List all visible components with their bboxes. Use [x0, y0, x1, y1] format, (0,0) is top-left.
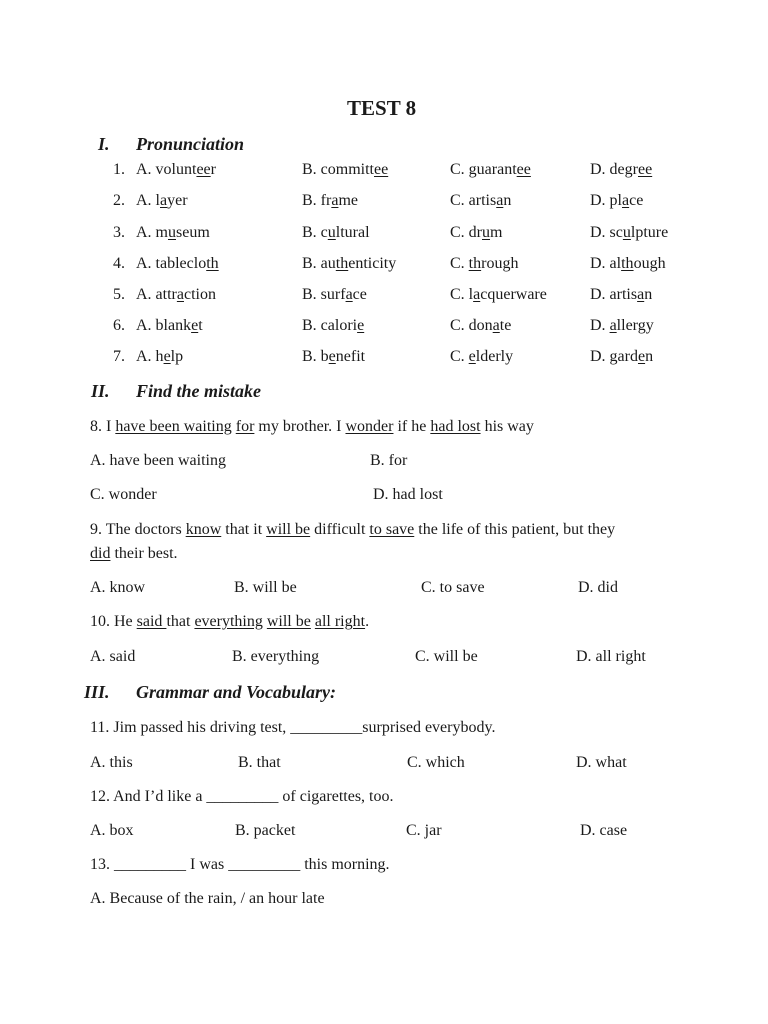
- underlined-segment: ee: [374, 161, 389, 178]
- section-1-number: I.: [98, 134, 110, 154]
- question-12-option-b[interactable]: B. packet: [235, 822, 296, 839]
- text-segment: his way: [480, 418, 534, 435]
- text-segment: B. au: [302, 255, 336, 272]
- section-3-title: Grammar and Vocabulary:: [136, 682, 337, 702]
- text-segment: that: [166, 613, 195, 630]
- text-segment: A. m: [136, 224, 168, 241]
- text-segment: B. committ: [302, 161, 374, 178]
- text-segment: llergy: [616, 317, 654, 334]
- pronunciation-question-5-option-b[interactable]: [302, 286, 367, 304]
- text-segment: C. don: [450, 317, 493, 334]
- text-segment: my brother. I: [254, 418, 346, 435]
- text-segment: n: [503, 192, 512, 209]
- text-segment: A. blank: [136, 317, 192, 334]
- question-10-text: [90, 613, 369, 631]
- underlined-segment: a: [473, 286, 481, 303]
- pronunciation-question-7-option-b[interactable]: [302, 348, 365, 366]
- text-segment: the life of this patient, but they: [414, 521, 616, 538]
- question-8-option-d[interactable]: D. had lost: [373, 486, 443, 503]
- text-segment: 8. I: [90, 418, 116, 435]
- question-8-option-a[interactable]: A. have been waiting: [90, 452, 226, 469]
- pronunciation-question-7-number: 7.: [113, 348, 125, 365]
- underlined-segment: ee: [637, 161, 653, 178]
- question-10-option-c[interactable]: C. will be: [415, 648, 478, 665]
- pronunciation-question-5-option-d[interactable]: [590, 286, 652, 304]
- pronunciation-question-4-option-d[interactable]: [590, 255, 666, 273]
- pronunciation-question-3-option-a[interactable]: [136, 224, 210, 242]
- pronunciation-question-3-option-b[interactable]: [302, 224, 370, 242]
- underlined-segment: a: [331, 192, 339, 209]
- text-segment: me: [338, 192, 358, 209]
- underlined-segment: e: [163, 348, 171, 365]
- question-11-option-d[interactable]: D. what: [576, 754, 627, 771]
- section-2-number: II.: [91, 381, 110, 401]
- text-segment: A. tableclo: [136, 255, 207, 272]
- pronunciation-question-7-option-c[interactable]: [450, 348, 513, 366]
- text-segment: ough: [633, 255, 666, 272]
- question-9-option-d[interactable]: D. did: [578, 579, 618, 596]
- text-segment: B. b: [302, 348, 329, 365]
- pronunciation-question-1-option-b[interactable]: [302, 161, 388, 179]
- underlined-segment: th: [335, 255, 349, 272]
- question-10-option-d[interactable]: D. all right: [576, 648, 646, 665]
- underlined-segment: will be: [266, 521, 311, 538]
- question-8-option-c[interactable]: C. wonder: [90, 486, 157, 503]
- text-segment: A. volunt: [136, 161, 197, 178]
- question-12-option-c[interactable]: C. jar: [406, 822, 442, 839]
- text-segment: C.: [450, 348, 469, 365]
- underlined-segment: will be: [266, 613, 311, 630]
- text-segment: D. sc: [590, 224, 623, 241]
- pronunciation-question-1-option-d[interactable]: [590, 161, 652, 179]
- text-segment: ce: [352, 286, 367, 303]
- underlined-segment: th: [621, 255, 634, 272]
- text-segment: D. pl: [590, 192, 622, 209]
- text-segment: ltural: [335, 224, 370, 241]
- pronunciation-question-2-option-b[interactable]: [302, 192, 358, 210]
- pronunciation-question-7-option-a[interactable]: [136, 348, 183, 366]
- underlined-segment: u: [327, 224, 336, 241]
- text-segment: cquerware: [480, 286, 547, 303]
- text-segment: D. gard: [590, 348, 638, 365]
- pronunciation-question-3-number: 3.: [113, 224, 125, 241]
- pronunciation-question-6-option-b[interactable]: [302, 317, 364, 335]
- section-1-title: Pronunciation: [136, 134, 245, 154]
- question-13-option-a[interactable]: A. Because of the rain, / an hour late: [90, 890, 325, 907]
- underlined-segment: to save: [369, 521, 415, 538]
- pronunciation-question-2-option-a[interactable]: [136, 192, 188, 210]
- question-9-text-line-1: [90, 521, 615, 539]
- text-segment: ce: [629, 192, 644, 209]
- question-11-text: 11. Jim passed his driving test, _________surprised everybody.: [90, 719, 496, 736]
- text-segment: C. guarant: [450, 161, 517, 178]
- underlined-segment: a: [637, 286, 645, 303]
- pronunciation-question-5-number: 5.: [113, 286, 125, 303]
- underlined-segment: e: [357, 317, 365, 334]
- underlined-segment: th: [206, 255, 219, 272]
- text-segment: seum: [176, 224, 210, 241]
- pronunciation-question-7-option-d[interactable]: [590, 348, 653, 366]
- question-9-text-line-2: [90, 545, 178, 563]
- pronunciation-question-5-option-c[interactable]: [450, 286, 547, 304]
- underlined-segment: e: [328, 348, 336, 365]
- question-9-option-c[interactable]: C. to save: [421, 579, 485, 596]
- question-9-option-b[interactable]: B. will be: [234, 579, 297, 596]
- text-segment: yer: [167, 192, 188, 209]
- underlined-segment: e: [637, 348, 646, 365]
- text-segment: 10. He: [90, 613, 137, 630]
- underlined-segment: know: [185, 521, 222, 538]
- underlined-segment: a: [492, 317, 500, 334]
- pronunciation-question-2-number: 2.: [113, 192, 125, 209]
- text-segment: n: [644, 286, 653, 303]
- text-segment: lp: [170, 348, 184, 365]
- underlined-segment: a: [345, 286, 353, 303]
- text-segment: B. c: [302, 224, 328, 241]
- underlined-segment: a: [496, 192, 504, 209]
- question-11-option-b[interactable]: B. that: [238, 754, 281, 771]
- text-segment: D. artis: [590, 286, 638, 303]
- pronunciation-question-4-option-a[interactable]: [136, 255, 219, 273]
- underlined-segment: ee: [516, 161, 531, 178]
- text-segment: D.: [590, 317, 610, 334]
- pronunciation-question-1-option-a[interactable]: [136, 161, 216, 179]
- underlined-segment: a: [160, 192, 168, 209]
- pronunciation-question-4-number: 4.: [113, 255, 125, 272]
- text-segment: ction: [183, 286, 216, 303]
- underlined-segment: a: [622, 192, 630, 209]
- underlined-segment: all right: [314, 613, 366, 630]
- pronunciation-question-6-option-a[interactable]: [136, 317, 203, 335]
- text-segment: t: [198, 317, 203, 334]
- pronunciation-question-1-option-c[interactable]: [450, 161, 531, 179]
- text-segment: C. l: [450, 286, 474, 303]
- question-9-option-a[interactable]: A. know: [90, 579, 146, 596]
- text-segment: B. surf: [302, 286, 346, 303]
- section-3-number: III.: [84, 682, 110, 702]
- pronunciation-question-6-option-d[interactable]: [590, 317, 654, 335]
- text-segment: 9. The doctors: [90, 521, 186, 538]
- text-segment: D. al: [590, 255, 622, 272]
- text-segment: r: [210, 161, 216, 178]
- question-8-option-b[interactable]: B. for: [370, 452, 408, 469]
- test-title: TEST 8: [347, 96, 417, 120]
- underlined-segment: for: [235, 418, 255, 435]
- underlined-segment: have been waiting: [115, 418, 232, 435]
- question-13-text: 13. _________ I was _________ this morning.: [90, 856, 390, 873]
- pronunciation-question-3-option-d[interactable]: [590, 224, 668, 242]
- pronunciation-question-2-option-c[interactable]: [450, 192, 511, 210]
- text-segment: n: [645, 348, 654, 365]
- text-segment: te: [499, 317, 512, 334]
- pronunciation-question-5-option-a[interactable]: [136, 286, 216, 304]
- underlined-segment: u: [168, 224, 176, 241]
- text-segment: their best.: [110, 545, 178, 562]
- pronunciation-question-2-option-d[interactable]: [590, 192, 643, 210]
- text-segment: lpture: [630, 224, 669, 241]
- text-segment: lderly: [475, 348, 514, 365]
- text-segment: B. calori: [302, 317, 358, 334]
- underlined-segment: ee: [196, 161, 211, 178]
- question-10-option-b[interactable]: B. everything: [232, 648, 320, 665]
- underlined-segment: had lost: [430, 418, 481, 435]
- text-segment: C. dr: [450, 224, 482, 241]
- pronunciation-question-6-number: 6.: [113, 317, 125, 334]
- section-2-title: Find the mistake: [136, 381, 262, 401]
- pronunciation-question-3-option-c[interactable]: [450, 224, 502, 242]
- underlined-segment: th: [468, 255, 482, 272]
- underlined-segment: wonder: [345, 418, 394, 435]
- question-12-option-d[interactable]: D. case: [580, 822, 628, 839]
- underlined-segment: said: [136, 613, 167, 630]
- pronunciation-question-4-option-c[interactable]: [450, 255, 518, 273]
- question-10-option-a[interactable]: A. said: [90, 648, 136, 665]
- text-segment: enticity: [348, 255, 397, 272]
- text-segment: rough: [481, 255, 519, 272]
- pronunciation-question-4-option-b[interactable]: [302, 255, 396, 273]
- underlined-segment: everything: [194, 613, 263, 630]
- text-segment: .: [365, 613, 370, 630]
- question-11-option-c[interactable]: C. which: [407, 754, 465, 771]
- text-segment: nefit: [335, 348, 366, 365]
- question-11-option-a[interactable]: A. this: [90, 754, 133, 771]
- text-segment: difficult: [310, 521, 370, 538]
- text-segment: D. degr: [590, 161, 638, 178]
- text-segment: that it: [221, 521, 267, 538]
- text-segment: A. h: [136, 348, 164, 365]
- pronunciation-question-6-option-c[interactable]: [450, 317, 511, 335]
- text-segment: C. artis: [450, 192, 497, 209]
- underlined-segment: a: [609, 317, 617, 334]
- text-segment: B. fr: [302, 192, 332, 209]
- text-segment: C.: [450, 255, 469, 272]
- question-12-option-a[interactable]: A. box: [90, 822, 134, 839]
- question-12-text: 12. And I’d like a _________ of cigarettes, too.: [90, 788, 394, 805]
- text-segment: A. l: [136, 192, 160, 209]
- underlined-segment: u: [482, 224, 490, 241]
- text-segment: m: [490, 224, 503, 241]
- text-segment: A. attr: [136, 286, 177, 303]
- question-8-text: [90, 418, 534, 436]
- underlined-segment: u: [622, 224, 631, 241]
- underlined-segment: did: [90, 545, 111, 562]
- underlined-segment: e: [191, 317, 199, 334]
- text-segment: if he: [393, 418, 431, 435]
- underlined-segment: e: [468, 348, 476, 365]
- pronunciation-question-1-number: 1.: [113, 161, 125, 178]
- underlined-segment: a: [176, 286, 184, 303]
